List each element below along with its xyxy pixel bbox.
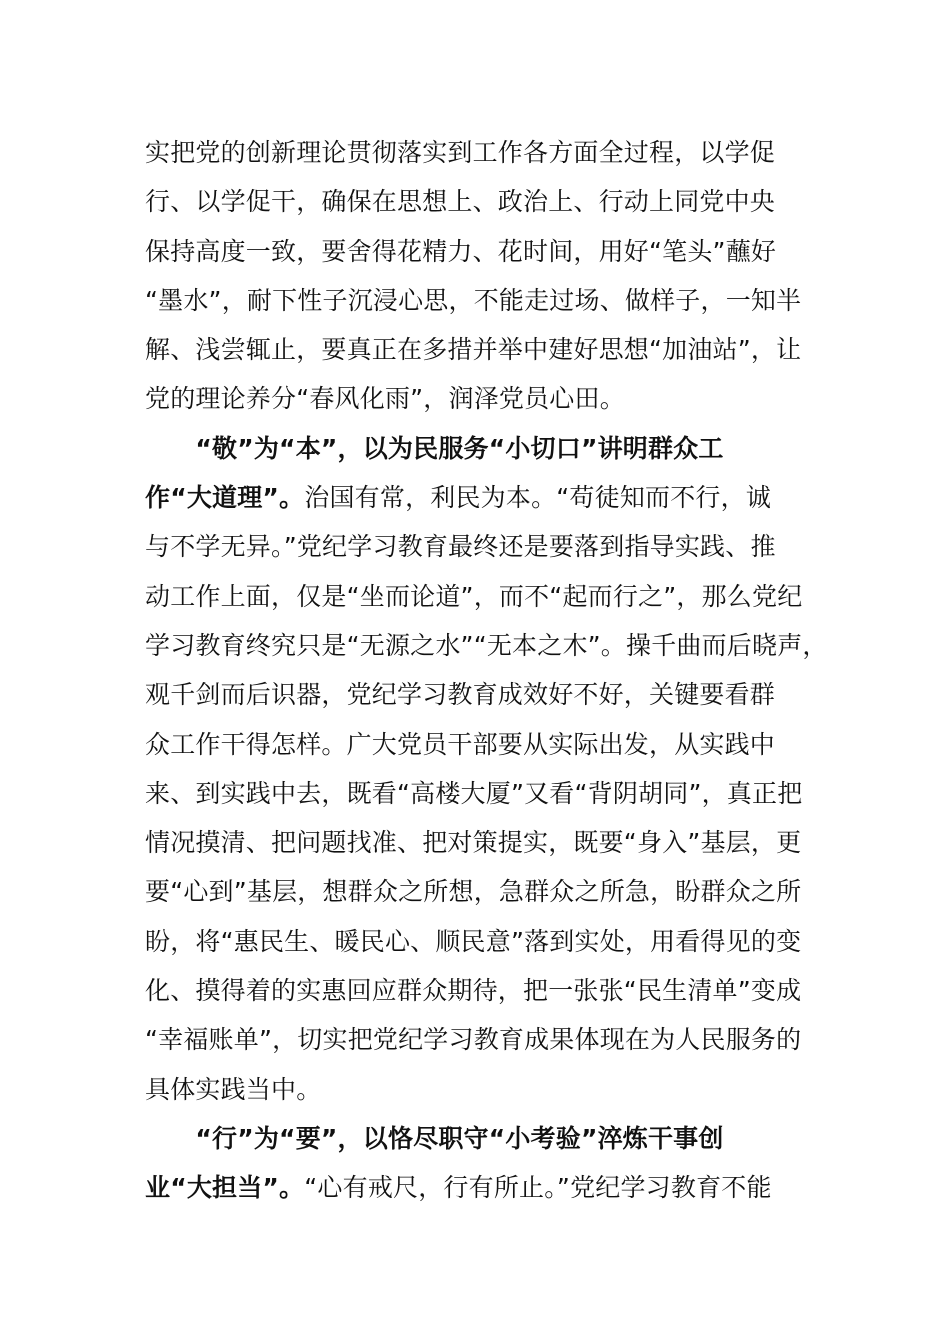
paragraph-line: 情况摸清、把问题找准、把对策提实，既要“身入”基层，更 bbox=[145, 828, 802, 858]
paragraph-line: 动工作上面，仅是“坐而论道”，而不“起而行之”，那么党纪 bbox=[145, 581, 803, 611]
paragraph-line: 要“心到”基层，想群众之所想，急群众之所急，盼群众之所 bbox=[145, 877, 802, 907]
paragraph-line: 来、到实践中去，既看“高楼大厦”又看“背阴胡同”，真正把 bbox=[145, 778, 803, 808]
section-heading-line bbox=[145, 1163, 810, 1212]
section-heading-line bbox=[145, 473, 810, 522]
paragraph-line: “幸福账单”，切实把党纪学习教育成果体现在为人民服务的 bbox=[145, 1025, 802, 1055]
paragraph-line: 党的理论养分“春风化雨”，润泽党员心田。 bbox=[145, 384, 625, 414]
paragraph-line: 具体实践当中。 bbox=[145, 1074, 322, 1104]
body-text bbox=[145, 128, 828, 1213]
section-heading-line: “敬”为“本”，以为民服务“小切口”讲明群众工 bbox=[145, 433, 724, 463]
section-heading-rest: “心有戒尺，行有所止。”党纪学习教育不能 bbox=[304, 1173, 772, 1203]
paragraph-line: “墨水”，耐下性子沉浸心思，不能走过场、做样子，一知半 bbox=[145, 285, 802, 315]
section-heading-bold: 作“大道理”。 bbox=[145, 483, 305, 513]
section-heading-rest: 治国有常，利民为本。“苟徒知而不行，诚 bbox=[304, 483, 772, 513]
paragraph-line: 解、浅尝辄止，要真正在多措并举中建好思想“加油站”，让 bbox=[145, 335, 802, 365]
section-heading-bold: 业“大担当”。 bbox=[145, 1173, 305, 1203]
paragraph-line: 学习教育终究只是“无源之水”“无本之木”。操千曲而后晓声， bbox=[145, 630, 828, 660]
section-heading-line: “行”为“要”，以恪尽职守“小考验”淬炼干事创 bbox=[145, 1123, 724, 1153]
paragraph-line: 盼，将“惠民生、暖民心、顺民意”落到实处，用看得见的变 bbox=[145, 926, 802, 956]
paragraph-line: 众工作干得怎样。广大党员干部要从实际出发，从实践中 bbox=[145, 729, 776, 759]
paragraph-line: 与不学无异。”党纪学习教育最终还是要落到指导实践、推 bbox=[145, 532, 776, 562]
paragraph-line: 保持高度一致，要舍得花精力、花时间，用好“笔头”蘸好 bbox=[145, 236, 777, 266]
paragraph-line: 实把党的创新理论贯彻落实到工作各方面全过程，以学促 bbox=[145, 138, 776, 167]
paragraph-line: 化、摸得着的实惠回应群众期待，把一张张“民生清单”变成 bbox=[145, 976, 802, 1006]
paragraph-line: 观千剑而后识器，党纪学习教育成效好不好，关键要看群 bbox=[145, 680, 776, 710]
paragraph-line: 行、以学促干，确保在思想上、政治上、行动上同党中央 bbox=[145, 187, 776, 217]
